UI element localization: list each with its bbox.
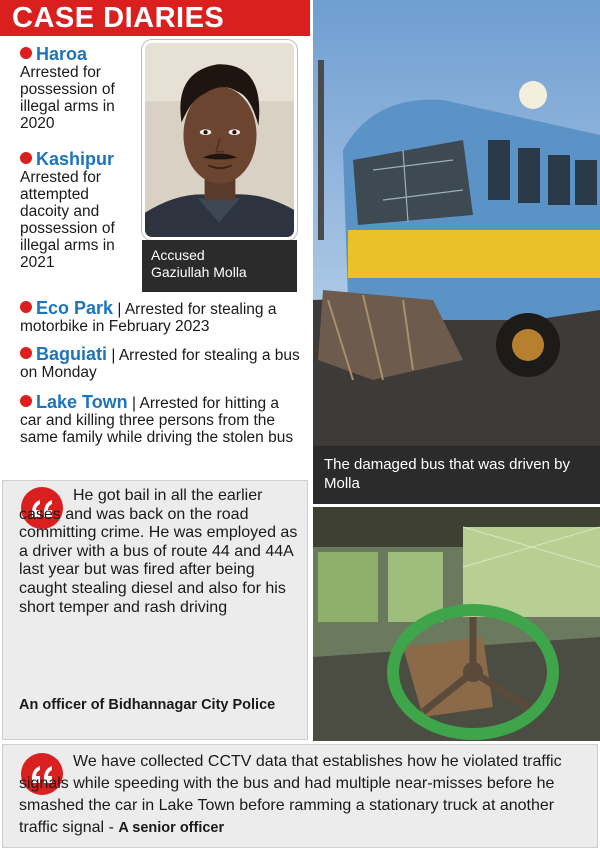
timeline-entry-lake-town (0, 394, 300, 446)
quote-attribution: An officer of Bidhannagar City Police (19, 697, 276, 713)
timeline-place: Kashipur (36, 149, 115, 169)
bus-interior-photo (313, 507, 600, 741)
senior-officer-quote-box (2, 744, 598, 848)
quote-attribution: A senior officer (118, 820, 225, 836)
timeline-desc: Arrested for stealing a motorbike in February 2023 (20, 301, 277, 335)
red-dot-icon (20, 347, 32, 359)
red-dot-icon (20, 301, 32, 313)
timeline-place: Lake Town (36, 392, 128, 412)
timeline-place: Baguiati (36, 344, 108, 364)
separator: | (132, 395, 137, 412)
timeline-entry-eco-park (0, 300, 310, 335)
officer-quote-box (2, 480, 308, 740)
timeline-place: Eco Park (36, 298, 114, 318)
timeline-entry-kashipur (0, 151, 140, 271)
timeline-entry-baguiati (0, 346, 310, 381)
timeline-place: Haroa (36, 44, 88, 64)
timeline-desc: Arrested for attempted dacoity and possession of illegal arms in 2021 (20, 169, 115, 271)
page-title: CASE DIARIES (0, 0, 310, 36)
red-dot-icon (20, 395, 32, 407)
separator: | (117, 301, 122, 318)
timeline-desc: Arrested for possession of illegal arms in 2020 (20, 64, 115, 132)
bus-photo-caption: The damaged bus that was driven by Molla (313, 446, 600, 504)
quote-body: We have collected CCTV data that establishes how he violated traffic signals while speeding with the bus and had multiple near-misses before he smashed the car in Lake Town before ramming a stationary truck at another traffic signal - (19, 753, 562, 836)
caption-line: Accused (151, 247, 205, 263)
timeline-entry-haroa (0, 46, 140, 132)
red-dot-icon (20, 152, 32, 164)
quote-text: He got bail in all the earlier cases and was back on the road committing crime. He was employed as a driver with a bus of route 44 and 44A last year but was fired after being caught stealing diesel and also for his short temper and rash driving (19, 487, 298, 616)
timeline-desc: Arrested for stealing a bus on Monday (20, 347, 300, 381)
accused-name: Gaziullah Molla (151, 264, 247, 280)
timeline-desc: Arrested for hitting a car and killing three persons from the same family while driving the stolen bus (20, 395, 294, 446)
red-dot-icon (20, 47, 32, 59)
accused-photo (142, 40, 297, 240)
accused-caption (142, 240, 297, 292)
quote-text (19, 751, 591, 839)
damaged-bus-photo (313, 0, 600, 446)
separator: | (111, 347, 116, 364)
